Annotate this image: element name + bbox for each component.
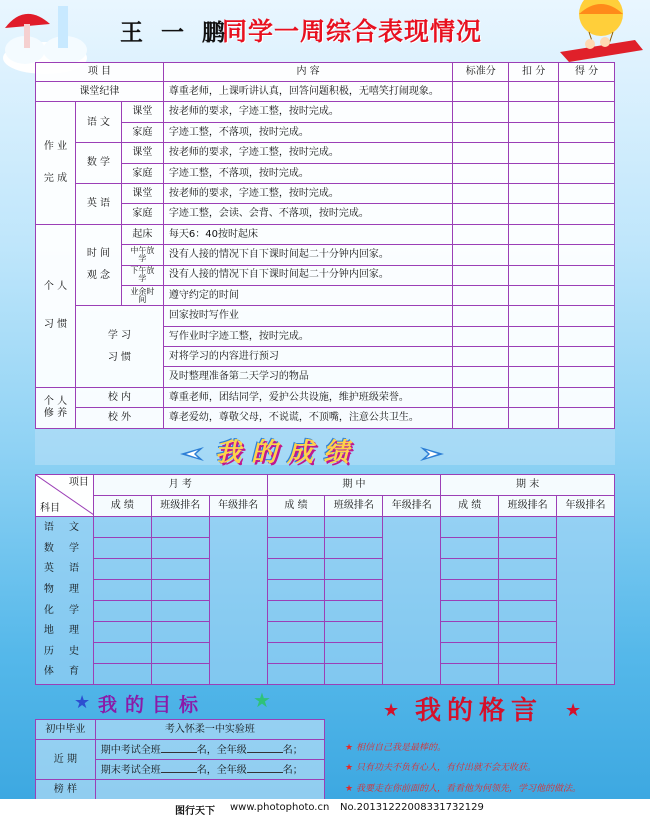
score-cell[interactable] [559, 285, 615, 305]
grade-cell[interactable] [499, 643, 557, 664]
score-cell[interactable] [559, 245, 615, 265]
grade-cell[interactable] [151, 622, 209, 643]
score-cell[interactable] [559, 306, 615, 326]
discipline-content: 尊重老师，上课听讲认真，回答问题积极，无嘻笑打闹现象。 [163, 82, 452, 102]
score-cell[interactable] [453, 82, 509, 102]
grade-cell[interactable] [93, 622, 151, 643]
score-cell[interactable] [509, 387, 559, 407]
habits-label [36, 224, 76, 387]
score-cell[interactable] [509, 143, 559, 163]
score-cell[interactable] [453, 408, 509, 428]
outside-content: 尊老爱幼，尊敬父母，不说谎，不顶嘴，注意公共卫生。 [163, 408, 452, 428]
chinese-class-label: 课堂 [121, 102, 163, 122]
grade-cell[interactable] [267, 580, 325, 601]
english-class-content: 按老师的要求，字迹工整，按时完成。 [163, 183, 452, 203]
chinese-class-content: 按老师的要求，字迹工整，按时完成。 [163, 102, 452, 122]
grade-cell[interactable] [499, 622, 557, 643]
subject: 地 理 [43, 625, 86, 637]
grade-cell[interactable] [93, 517, 151, 538]
spare-content: 遵守约定的时间 [163, 285, 452, 305]
score-cell[interactable] [559, 224, 615, 244]
score-cell[interactable] [559, 163, 615, 183]
wake-label: 起床 [121, 224, 163, 244]
col-score: 成 绩 [441, 496, 499, 517]
english-label: 英 语 [75, 183, 121, 224]
grade-cell[interactable] [93, 538, 151, 559]
page-title: 同学一周综合表现情况 [222, 17, 483, 46]
chinese-home-label: 家庭 [121, 122, 163, 142]
grade-cell[interactable] [267, 622, 325, 643]
study-item: 及时整理准备第二天学习的物品 [163, 367, 452, 387]
grade-cell[interactable] [325, 517, 383, 538]
score-cell[interactable] [509, 326, 559, 346]
col-grade-rank: 年级排名 [209, 496, 267, 517]
score-cell[interactable] [559, 408, 615, 428]
discipline-label: 课堂纪律 [36, 82, 164, 102]
graduation-value: 考入怀柔一中实验班 [95, 720, 324, 740]
footer-site: 图行天下 [175, 806, 215, 817]
score-cell[interactable] [559, 204, 615, 224]
grade-cell[interactable] [151, 601, 209, 622]
noon-label [121, 245, 163, 265]
score-cell[interactable] [453, 224, 509, 244]
grade-cell[interactable] [441, 643, 499, 664]
score-cell[interactable] [509, 82, 559, 102]
grade-cell[interactable] [151, 664, 209, 685]
subject-list [36, 517, 94, 685]
final-goal [95, 760, 324, 780]
grade-cell[interactable] [325, 601, 383, 622]
score-cell[interactable] [453, 265, 509, 285]
spare-label [121, 285, 163, 305]
study-item: 写作业时字迹工整，按时完成。 [163, 326, 452, 346]
score-cell[interactable] [453, 143, 509, 163]
grade-cell[interactable] [151, 517, 209, 538]
role-model-label: 榜 样 [36, 780, 96, 800]
grade-cell[interactable] [441, 664, 499, 685]
grade-cell[interactable] [325, 643, 383, 664]
graduation-label: 初中毕业 [36, 720, 96, 740]
period-monthly: 月 考 [93, 475, 267, 496]
bullet-star-icon: ★ [345, 763, 354, 773]
motto-text: 我要走在你前面的人，看看他为何领先，学习他的做法。 [355, 784, 581, 794]
col-class-rank: 班级排名 [499, 496, 557, 517]
study-item: 回家按时写作业 [163, 306, 452, 326]
goal-table [35, 719, 325, 800]
score-cell[interactable] [559, 347, 615, 367]
student-name: 王 一 鹏 [120, 19, 231, 46]
score-cell[interactable] [453, 122, 509, 142]
english-home-content: 字迹工整，会读、会背、不落项，按时完成。 [163, 204, 452, 224]
motto-line [345, 760, 536, 773]
col-score: 成 绩 [267, 496, 325, 517]
subject: 物 理 [43, 583, 86, 595]
grade-cell[interactable] [499, 580, 557, 601]
col-score: 成 绩 [93, 496, 151, 517]
grade-cell[interactable] [151, 643, 209, 664]
score-cell[interactable] [559, 183, 615, 203]
english-home-label: 家庭 [121, 204, 163, 224]
noon-content: 没有人接的情况下自下课时间起二十分钟内回家。 [163, 245, 452, 265]
subject: 历 史 [43, 645, 86, 657]
score-cell[interactable] [559, 122, 615, 142]
score-cell[interactable] [559, 326, 615, 346]
grade-cell[interactable] [93, 601, 151, 622]
grade-cell[interactable] [325, 559, 383, 580]
final-goal-a: 期末考试全班 [100, 764, 161, 776]
subject-label: 科目 [40, 502, 60, 514]
afternoon-label [121, 265, 163, 285]
subject: 化 学 [43, 604, 86, 616]
blank-field[interactable] [161, 763, 197, 773]
score-cell[interactable] [509, 285, 559, 305]
footer-number: No.20131222008331732129 [340, 802, 484, 813]
motto-line [345, 740, 446, 753]
item-subject-header [36, 475, 94, 517]
col-grade-rank: 年级排名 [383, 496, 441, 517]
grade-cell[interactable] [441, 559, 499, 580]
subject: 英 语 [43, 563, 86, 575]
subject: 数 学 [43, 542, 86, 554]
col-class-rank: 班级排名 [325, 496, 383, 517]
chinese-label: 语 文 [75, 102, 121, 143]
midterm-goal-a: 期中考试全班 [100, 744, 161, 756]
footer-url: www.photophoto.cn [230, 802, 330, 813]
school-content: 尊重老师，团结同学，爱护公共设施，维护班级荣誉。 [163, 387, 452, 407]
near-term-label: 近 期 [36, 740, 96, 780]
bullet-star-icon: ★ [345, 743, 354, 753]
midterm-goal [95, 740, 324, 760]
header-deduct: 扣 分 [509, 63, 559, 82]
grade-cell[interactable] [441, 622, 499, 643]
blank-field[interactable] [161, 743, 197, 753]
score-cell[interactable] [559, 367, 615, 387]
score-cell[interactable] [509, 245, 559, 265]
score-cell[interactable] [509, 408, 559, 428]
grade-rank-cell[interactable] [557, 517, 615, 685]
midterm-goal-b: 名，全年级 [196, 744, 247, 756]
math-label: 数 学 [75, 143, 121, 184]
grade-cell[interactable] [499, 517, 557, 538]
blank-field[interactable] [247, 743, 283, 753]
col-class-rank: 班级排名 [151, 496, 209, 517]
study-item: 对将学习的内容进行预习 [163, 347, 452, 367]
grade-cell[interactable] [151, 559, 209, 580]
arrow-left-icon [178, 445, 206, 467]
score-cell[interactable] [559, 102, 615, 122]
score-cell[interactable] [509, 163, 559, 183]
period-final: 期 末 [441, 475, 615, 496]
star-red-icon: ★ [565, 700, 582, 721]
grade-cell[interactable] [499, 601, 557, 622]
score-cell[interactable] [453, 204, 509, 224]
score-cell[interactable] [453, 183, 509, 203]
score-cell[interactable] [559, 82, 615, 102]
motto-text: 只有功夫不负有心人，有付出就不会无收获。 [355, 763, 536, 773]
role-model-value[interactable] [95, 780, 324, 800]
score-cell[interactable] [453, 367, 509, 387]
grade-cell[interactable] [441, 538, 499, 559]
arrow-right-icon [418, 445, 446, 467]
watermark-footer [0, 799, 650, 817]
grade-cell[interactable] [267, 517, 325, 538]
grade-cell[interactable] [325, 538, 383, 559]
habits-label-text: 个 人 习 惯 [43, 280, 68, 330]
motto-text: 相信自己我是最棒的。 [355, 743, 446, 753]
header-score: 得 分 [559, 63, 615, 82]
score-cell[interactable] [453, 285, 509, 305]
homework-label-text: 作 业 完 成 [43, 141, 68, 185]
col-grade-rank: 年级排名 [557, 496, 615, 517]
midterm-goal-c: 名； [282, 744, 303, 756]
item-label: 项目 [68, 477, 89, 488]
score-cell[interactable] [559, 143, 615, 163]
grade-cell[interactable] [499, 538, 557, 559]
grade-cell[interactable] [499, 559, 557, 580]
motto-title: 我的格言 [415, 696, 544, 726]
star-red-icon: ★ [383, 700, 400, 721]
grade-cell[interactable] [93, 559, 151, 580]
grade-cell[interactable] [267, 643, 325, 664]
grade-cell[interactable] [267, 559, 325, 580]
grade-cell[interactable] [93, 580, 151, 601]
score-cell[interactable] [453, 163, 509, 183]
english-class-label: 课堂 [121, 183, 163, 203]
grades-title: 我的成绩 [215, 438, 360, 468]
weekly-performance-table [35, 62, 615, 429]
math-home-content: 字迹工整，不落项，按时完成。 [163, 163, 452, 183]
cultivation-label-text: 个 人 修 养 [43, 396, 68, 419]
grade-cell[interactable] [267, 601, 325, 622]
score-cell[interactable] [453, 326, 509, 346]
motto-line [345, 781, 581, 794]
afternoon-content: 没有人接的情况下自下课时间起二十分钟内回家。 [163, 265, 452, 285]
header-item: 项 目 [36, 63, 164, 82]
grades-table [35, 474, 615, 685]
chinese-home-content: 字迹工整，不落项，按时完成。 [163, 122, 452, 142]
score-cell[interactable] [559, 387, 615, 407]
header-content: 内 容 [163, 63, 452, 82]
score-cell[interactable] [509, 306, 559, 326]
afternoon-label-text: 下午放学 [130, 266, 155, 284]
time-concept-label [75, 224, 121, 306]
star-green-icon: ★ [253, 688, 271, 712]
final-goal-b: 名，全年级 [196, 764, 247, 776]
grade-cell[interactable] [441, 517, 499, 538]
grade-cell[interactable] [499, 664, 557, 685]
score-cell[interactable] [509, 122, 559, 142]
score-cell[interactable] [509, 265, 559, 285]
bullet-star-icon: ★ [345, 784, 354, 794]
score-cell[interactable] [509, 224, 559, 244]
header-standard: 标准分 [453, 63, 509, 82]
grade-cell[interactable] [151, 580, 209, 601]
homework-label [36, 102, 76, 224]
score-cell[interactable] [559, 265, 615, 285]
grade-cell[interactable] [151, 538, 209, 559]
score-cell[interactable] [453, 387, 509, 407]
score-cell[interactable] [509, 102, 559, 122]
outside-label: 校 外 [75, 408, 163, 428]
grade-cell[interactable] [267, 538, 325, 559]
score-cell[interactable] [509, 347, 559, 367]
spare-label-text: 业余时间 [130, 286, 155, 304]
wake-content: 每天6：40按时起床 [163, 224, 452, 244]
grade-cell[interactable] [325, 664, 383, 685]
goal-title: 我的目标 [98, 694, 207, 716]
period-midterm: 期 中 [267, 475, 441, 496]
score-cell[interactable] [509, 367, 559, 387]
subject: 体 育 [43, 666, 86, 678]
score-cell[interactable] [453, 347, 509, 367]
cultivation-label [36, 387, 76, 428]
grade-rank-cell[interactable] [383, 517, 441, 685]
noon-label-text: 中午放学 [130, 245, 155, 263]
grade-cell[interactable] [441, 580, 499, 601]
grade-cell[interactable] [93, 643, 151, 664]
grade-cell[interactable] [325, 580, 383, 601]
grade-rank-cell[interactable] [209, 517, 267, 685]
grade-cell[interactable] [93, 664, 151, 685]
study-habit-label [75, 306, 163, 388]
school-label: 校 内 [75, 387, 163, 407]
final-goal-c: 名； [282, 764, 303, 776]
math-home-label: 家庭 [121, 163, 163, 183]
score-cell[interactable] [453, 102, 509, 122]
score-cell[interactable] [453, 245, 509, 265]
star-blue-icon: ★ [74, 692, 91, 713]
blank-field[interactable] [247, 763, 283, 773]
grade-cell[interactable] [325, 622, 383, 643]
grade-cell[interactable] [267, 664, 325, 685]
score-cell[interactable] [509, 183, 559, 203]
math-class-label: 课堂 [121, 143, 163, 163]
score-cell[interactable] [509, 204, 559, 224]
grade-cell[interactable] [441, 601, 499, 622]
time-concept-text: 时 间 观 念 [86, 248, 111, 282]
subject: 语 文 [43, 522, 86, 534]
score-cell[interactable] [453, 306, 509, 326]
math-class-content: 按老师的要求，字迹工整，按时完成。 [163, 143, 452, 163]
study-habit-text: 学 习 习 惯 [107, 329, 132, 363]
